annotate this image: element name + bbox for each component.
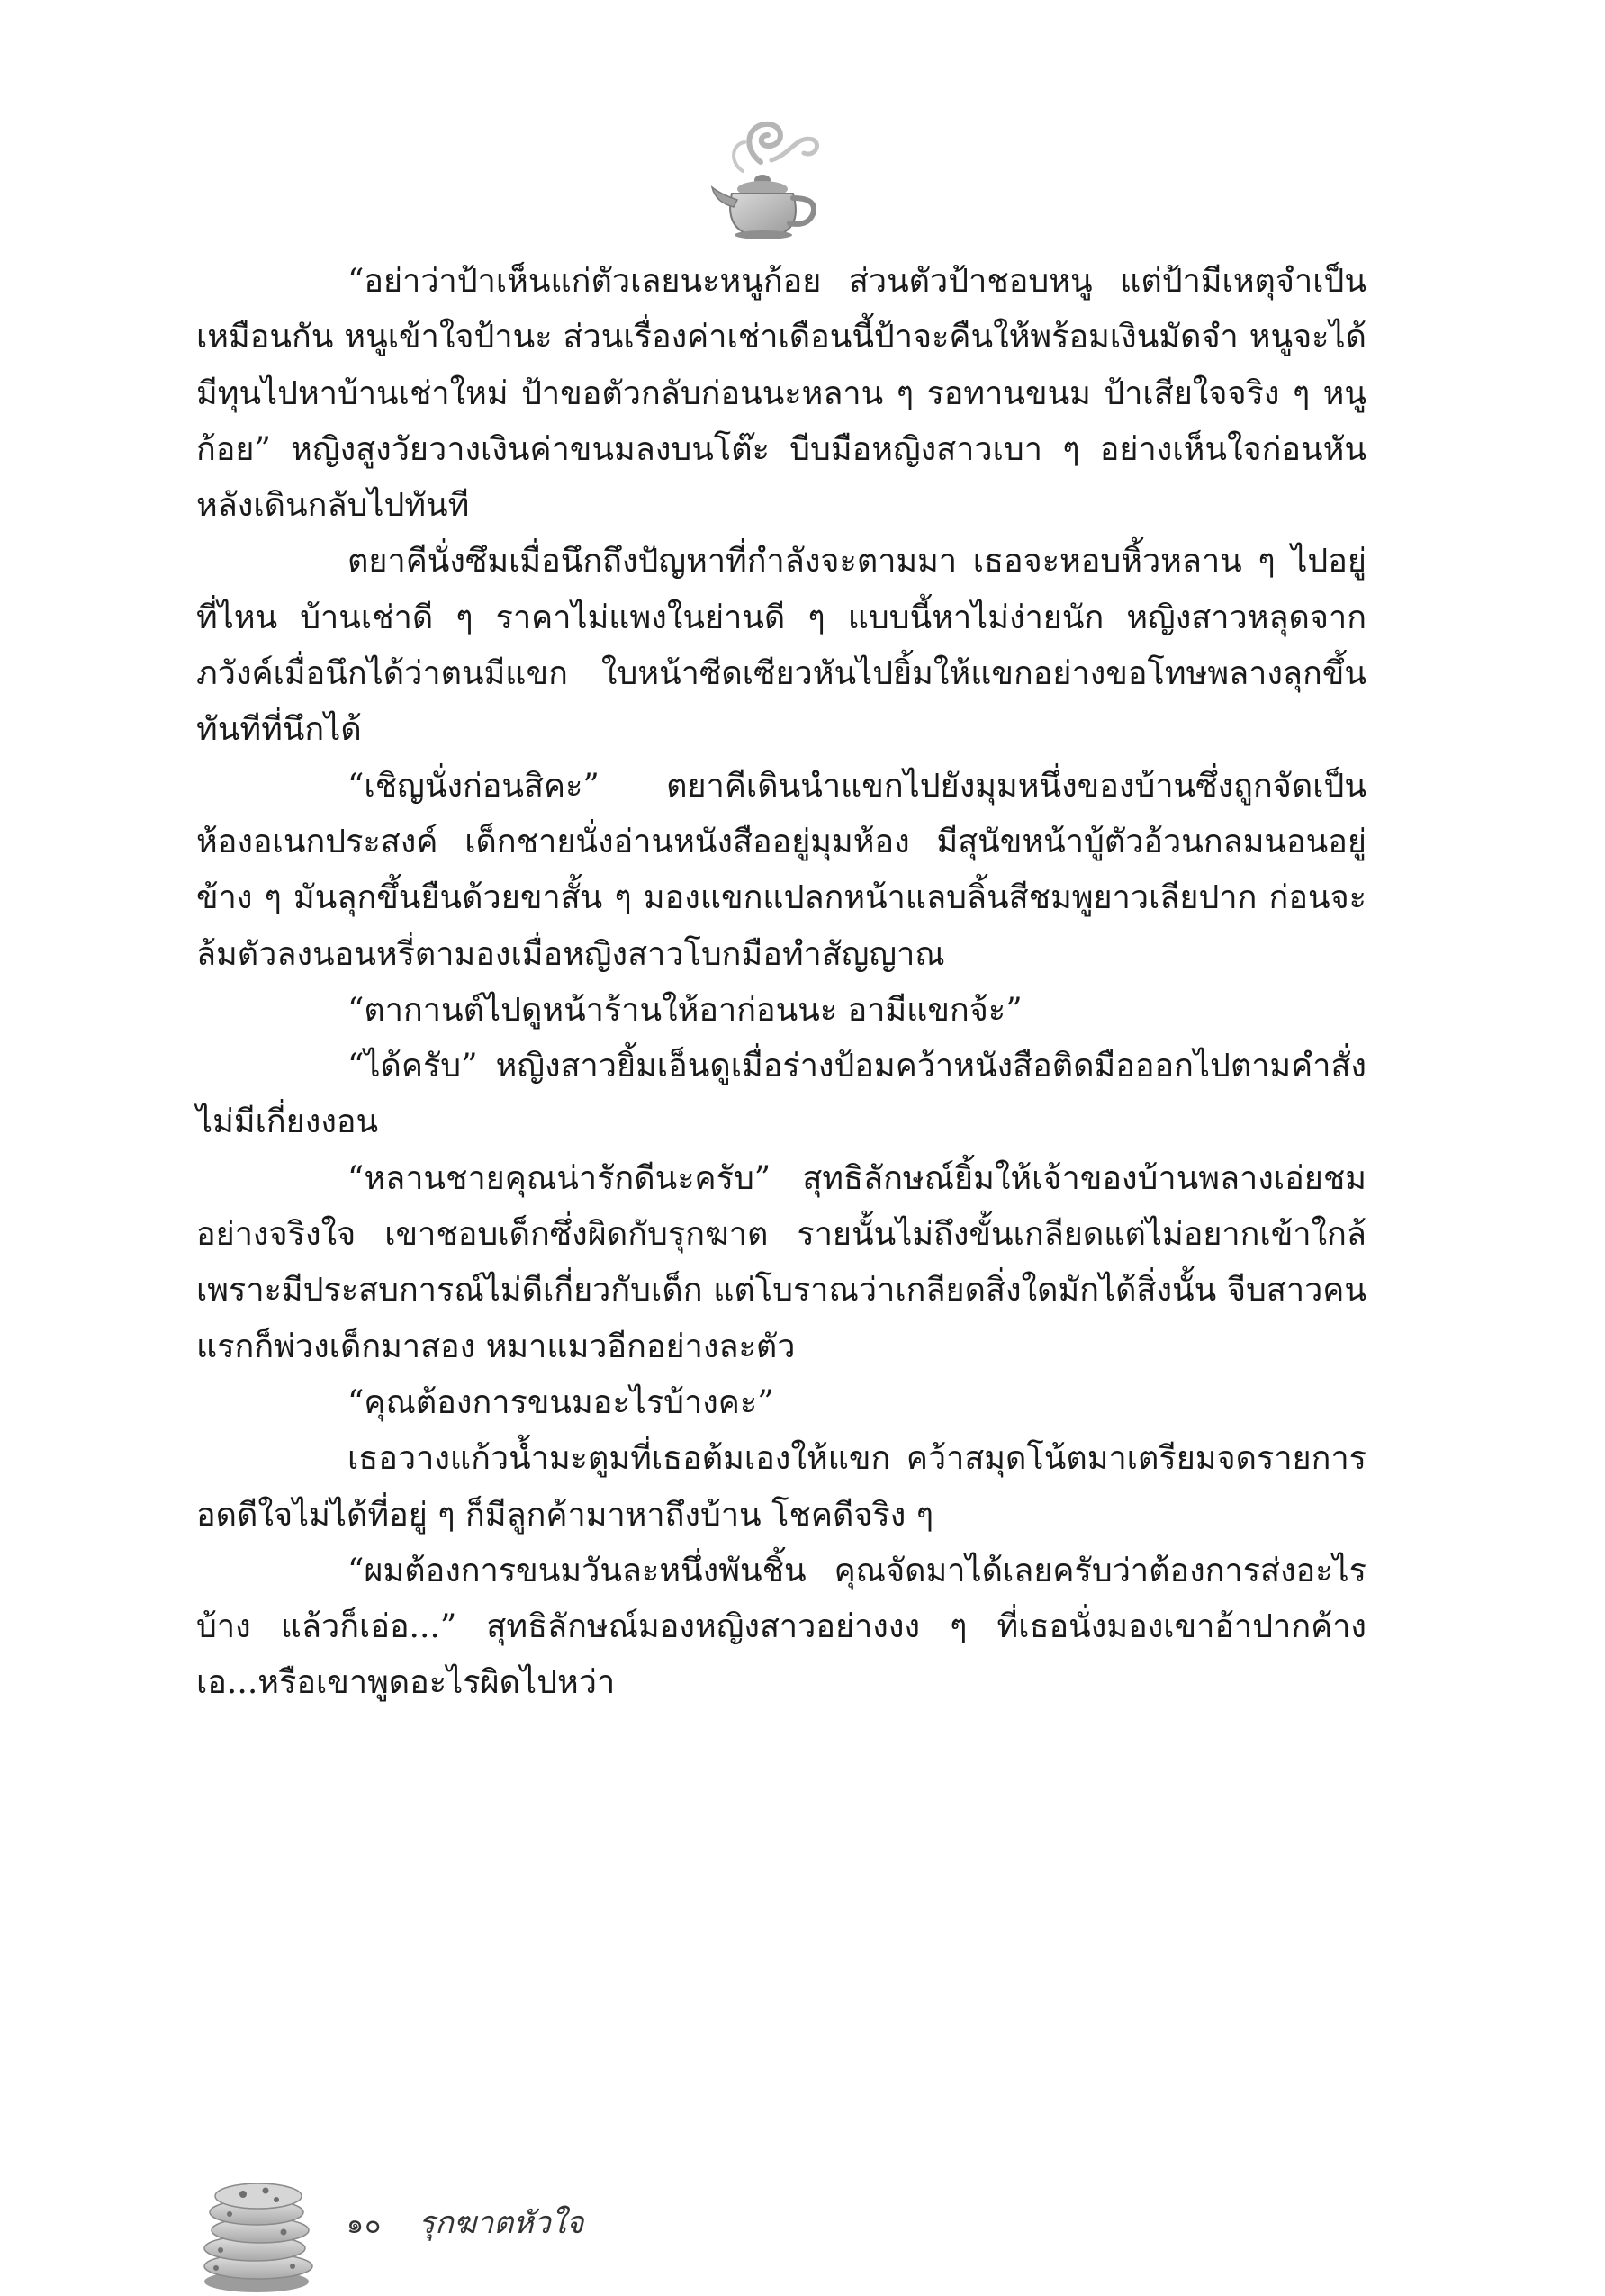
paragraph: “ได้ครับ” หญิงสาวยิ้มเอ็นดูเมื่อร่างป้อมคว้าหนังสือติดมือออกไปตามคำสั่งไม่มีเกี่ยงงอน xyxy=(196,1048,1366,1141)
page-number: ๑๐ xyxy=(347,2209,383,2240)
teapot-with-steam-icon xyxy=(707,108,828,243)
paragraph: เธอวางแก้วน้ำมะตูมที่เธอต้มเองให้แขก คว้าสมุดโน้ตมาเตรียมจดรายการ อดดีใจไม่ได้ที่อยู่ ๆ ก็มีลูกค้ามาหาถึงบ้าน โชคดีจริง ๆ xyxy=(196,1440,1366,1534)
chapter-body-text xyxy=(196,254,1366,1712)
paragraph: “อย่าว่าป้าเห็นแก่ตัวเลยนะหนูก้อย ส่วนตัวป้าชอบหนู แต่ป้ามีเหตุจำเป็นเหมือนกัน หนูเข้าใจป้านะ ส่วนเรื่องค่าเช่าเดือนนี้ป้าจะคืนให้พร้อมเงินมัดจำ หนูจะได้มีทุนไปหาบ้านเช่าใหม่ ป้าขอตัวกลับก่อนนะหลาน ๆ รอทานขนม ป้าเสียใจจริง ๆ หนูก้อย” หญิงสูงวัยวางเงินค่าขนมลงบนโต๊ะ บีบมือหญิงสาวเบา ๆ อย่างเห็นใจก่อนหันหลังเดินกลับไปทันที xyxy=(196,263,1366,525)
page-footer xyxy=(0,2178,1605,2295)
cookie-stack-icon xyxy=(194,2178,329,2295)
paragraph: “ตากานต์ไปดูหน้าร้านให้อาก่อนนะ อามีแขกจ้ะ” xyxy=(347,991,1023,1029)
paragraph: “เชิญนั่งก่อนสิคะ” ตยาคีเดินนำแขกไปยังมุมหนึ่งของบ้านซึ่งถูกจัดเป็นห้องอเนกประสงค์ เด็กชายนั่งอ่านหนังสืออยู่มุมห้อง มีสุนัขหน้าบู้ตัวอ้วนกลมนอนอยู่ข้าง ๆ มันลุกขึ้นยืนด้วยขาสั้น ๆ มองแขกแปลกหน้าแลบลิ้นสีชมพูยาวเลียปาก ก่อนจะล้มตัวลงนอนหรี่ตามองเมื่อหญิงสาวโบกมือทำสัญญาณ xyxy=(196,767,1366,973)
paragraph: “คุณต้องการขนมอะไรบ้างคะ” xyxy=(347,1383,774,1421)
paragraph: ตยาคีนั่งซึมเมื่อนึกถึงปัญหาที่กำลังจะตามมา เธอจะหอบหิ้วหลาน ๆ ไปอยู่ที่ไหน บ้านเช่าดี ๆ ราคาไม่แพงในย่านดี ๆ แบบนี้หาไม่ง่ายนัก หญิงสาวหลุดจากภวังค์เมื่อนึกได้ว่าตนมีแขก ใบหน้าซีดเซียวหันไปยิ้มให้แขกอย่างขอโทษพลางลุกขึ้นทันทีที่นึกได้ xyxy=(196,543,1366,749)
book-title: รุกฆาตหัวใจ xyxy=(419,2205,584,2241)
paragraph: “หลานชายคุณน่ารักดีนะครับ” สุทธิลักษณ์ยิ้มให้เจ้าของบ้านพลางเอ่ยชมอย่างจริงใจ เขาชอบเด็กซึ่งผิดกับรุกฆาต รายนั้นไม่ถึงขั้นเกลียดแต่ไม่อยากเข้าใกล้เพราะมีประสบการณ์ไม่ดีเกี่ยวกับเด็ก แต่โบราณว่าเกลียดสิ่งใดมักได้สิ่งนั้น จีบสาวคนแรกก็พ่วงเด็กมาสอง หมาแมวอีกอย่างละตัว xyxy=(196,1159,1366,1365)
paragraph: “ผมต้องการขนมวันละหนึ่งพันชิ้น คุณจัดมาได้เลยครับว่าต้องการส่งอะไรบ้าง แล้วก็เอ่อ...” สุทธิลักษณ์มองหญิงสาวอย่างงง ๆ ที่เธอนั่งมองเขาอ้าปากค้าง เอ...หรือเขาพูดอะไรผิดไปหว่า xyxy=(196,1552,1366,1702)
